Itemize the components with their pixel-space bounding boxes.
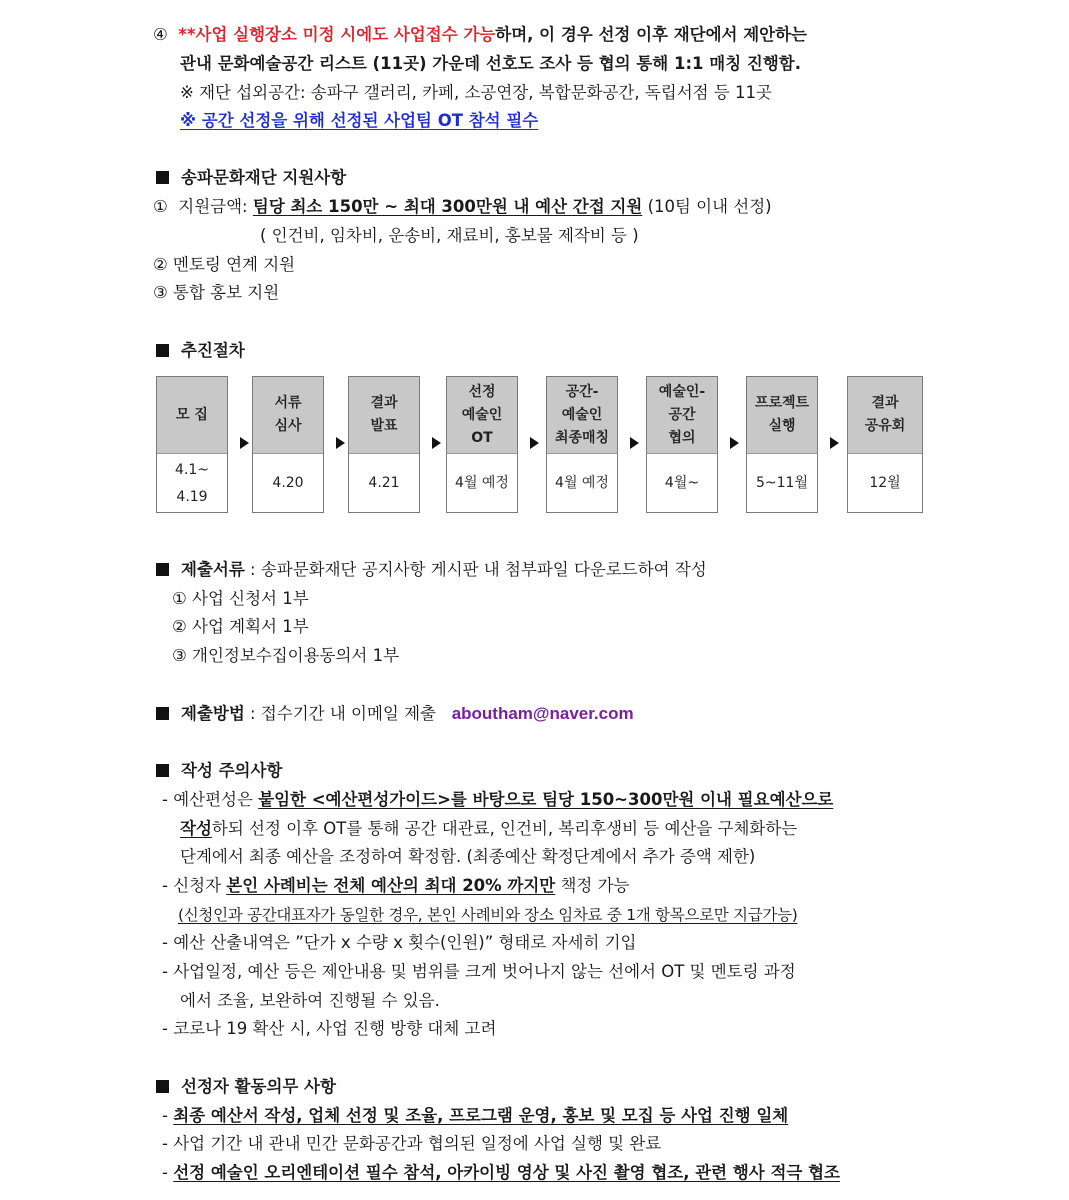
procedure-step-label: 서류 심사 xyxy=(253,377,323,454)
square-bullet-icon xyxy=(156,344,169,357)
support-amount: 팀당 최소 150만 ~ 최대 300만원 내 예산 간접 지원 xyxy=(252,197,643,216)
procedure-step xyxy=(446,376,518,513)
item4-rest: 하며, 이 경우 선정 이후 재단에서 제안하는 xyxy=(495,25,807,44)
support-item-2: ② 멘토링 연계 지원 xyxy=(153,255,296,274)
procedure-step-label: 결과 공유회 xyxy=(848,377,922,454)
duties-heading: 선정자 활동의무 사항 xyxy=(156,1076,336,1098)
procedure-step-date: 12월 xyxy=(869,475,901,491)
procedure-step-date: 4.1~ 4.19 xyxy=(175,461,209,505)
procedure-step-label: 예술인- 공간 협의 xyxy=(647,377,717,454)
procedure-step-date: 4월 예정 xyxy=(455,475,509,491)
item4-line2: 관내 문화예술공간 리스트 (11곳) 가운데 선호도 조사 등 협의 통해 1:1 매칭 진행함. xyxy=(180,54,801,73)
caution-line-3: 단계에서 최종 예산을 조정하여 확정함. (최종예산 확정단계에서 추가 증액 제한) xyxy=(180,847,756,866)
square-bullet-icon xyxy=(156,707,169,720)
venue-note: ※ 재단 섭외공간: 송파구 갤러리, 카페, 소공연장, 복합문화공간, 독립서점 등 11곳 xyxy=(180,83,772,102)
ot-required-note: ※ 공간 선정을 위해 선정된 사업팀 OT 참석 필수 xyxy=(180,111,539,130)
item4-highlight: **사업 실행장소 미정 시에도 사업접수 가능 xyxy=(178,25,496,44)
document-item: ② 사업 계획서 1부 xyxy=(172,617,309,636)
email-link[interactable]: aboutham@naver.com xyxy=(451,704,634,723)
caution-line-6: - 예산 산출내역은 ”단가 x 수량 x 횟수(인원)” 형태로 자세히 기입 xyxy=(162,933,637,952)
support-item-1: ① 지원금액: 팀당 최소 150만 ~ 최대 300만원 내 예산 간접 지원 (10팀 이내 선정) xyxy=(153,197,772,216)
caution-line-7: - 사업일정, 예산 등은 제안내용 및 범위를 크게 벗어나지 않는 선에서 OT 및 멘토링 과정 xyxy=(162,962,796,981)
procedure-step xyxy=(546,376,618,513)
item4-line1 xyxy=(153,24,807,46)
procedure-step xyxy=(156,376,228,513)
arrow-right-icon xyxy=(830,437,839,449)
procedure-step xyxy=(847,376,923,513)
documents-desc: : 송파문화재단 공지사항 게시판 내 첨부파일 다운로드하여 작성 xyxy=(250,560,707,579)
method-heading: 제출방법 : 접수기간 내 이메일 제출 aboutham@naver.com xyxy=(156,703,634,725)
procedure-step-label: 프로젝트 실행 xyxy=(747,377,817,454)
arrow-right-icon xyxy=(432,437,441,449)
method-desc: : 접수기간 내 이메일 제출 xyxy=(250,704,436,723)
document-item: ③ 개인정보수집이용동의서 1부 xyxy=(172,646,400,665)
arrow-right-icon xyxy=(530,437,539,449)
procedure-step xyxy=(646,376,718,513)
caution-line-5: (신청인과 공간대표자가 동일한 경우, 본인 사례비와 장소 임차료 중 1개 항목으로만 지급가능) xyxy=(178,906,798,924)
support-heading: 송파문화재단 지원사항 xyxy=(156,167,346,189)
procedure-step xyxy=(746,376,818,513)
procedure-step-date: 4.20 xyxy=(272,475,304,491)
procedure-step-date: 4월 예정 xyxy=(555,475,609,491)
square-bullet-icon xyxy=(156,171,169,184)
support-item-1-sub: ( 인건비, 임차비, 운송비, 재료비, 홍보물 제작비 등 ) xyxy=(260,226,639,245)
arrow-right-icon xyxy=(730,437,739,449)
caution-line-4: - 신청자 본인 사례비는 전체 예산의 최대 20% 까지만 책정 가능 xyxy=(162,876,630,895)
procedure-step-date: 4.21 xyxy=(368,475,400,491)
square-bullet-icon xyxy=(156,563,169,576)
caution-line-9: - 코로나 19 확산 시, 사업 진행 방향 대체 고려 xyxy=(162,1019,497,1038)
square-bullet-icon xyxy=(156,764,169,777)
item4-marker: ④ xyxy=(153,25,168,44)
cautions-heading: 작성 주의사항 xyxy=(156,760,282,782)
duty-line-1: - 최종 예산서 작성, 업체 선정 및 조율, 프로그램 운영, 홍보 및 모집 등 사업 진행 일체 xyxy=(162,1106,789,1125)
square-bullet-icon xyxy=(156,1080,169,1093)
arrow-right-icon xyxy=(240,437,249,449)
caution-line-2: 작성하되 선정 이후 OT를 통해 공간 대관료, 인건비, 복리후생비 등 예산을 구체화하는 xyxy=(180,819,798,838)
caution-line-1: - 예산편성은 붙임한 <예산편성가이드>를 바탕으로 팀당 150~300만원 이내 필요예산으로 xyxy=(162,790,834,809)
procedure-step-label: 결과 발표 xyxy=(349,377,419,454)
procedure-step-label: 공간- 예술인 최종매칭 xyxy=(547,377,617,454)
support-item-3: ③ 통합 홍보 지원 xyxy=(153,283,280,302)
documents-heading: 제출서류 : 송파문화재단 공지사항 게시판 내 첨부파일 다운로드하여 작성 xyxy=(156,559,707,581)
procedure-step xyxy=(348,376,420,513)
duty-line-2: - 사업 기간 내 관내 민간 문화공간과 협의된 일정에 사업 실행 및 완료 xyxy=(162,1134,662,1153)
document-item: ① 사업 신청서 1부 xyxy=(172,589,309,608)
procedure-step-label: 모 집 xyxy=(157,377,227,454)
procedure-step-date: 5~11월 xyxy=(756,475,808,491)
procedure-step-date: 4월~ xyxy=(664,475,700,491)
procedure-heading: 추진절차 xyxy=(156,340,245,362)
caution-line-8: 에서 조율, 보완하여 진행될 수 있음. xyxy=(180,991,440,1010)
arrow-right-icon xyxy=(336,437,345,449)
procedure-step-label: 선정 예술인 OT xyxy=(447,377,517,454)
arrow-right-icon xyxy=(630,437,639,449)
duty-line-3: - 선정 예술인 오리엔테이션 필수 참석, 아카이빙 영상 및 사진 촬영 협조, 관련 행사 적극 협조 xyxy=(162,1163,840,1182)
procedure-step xyxy=(252,376,324,513)
